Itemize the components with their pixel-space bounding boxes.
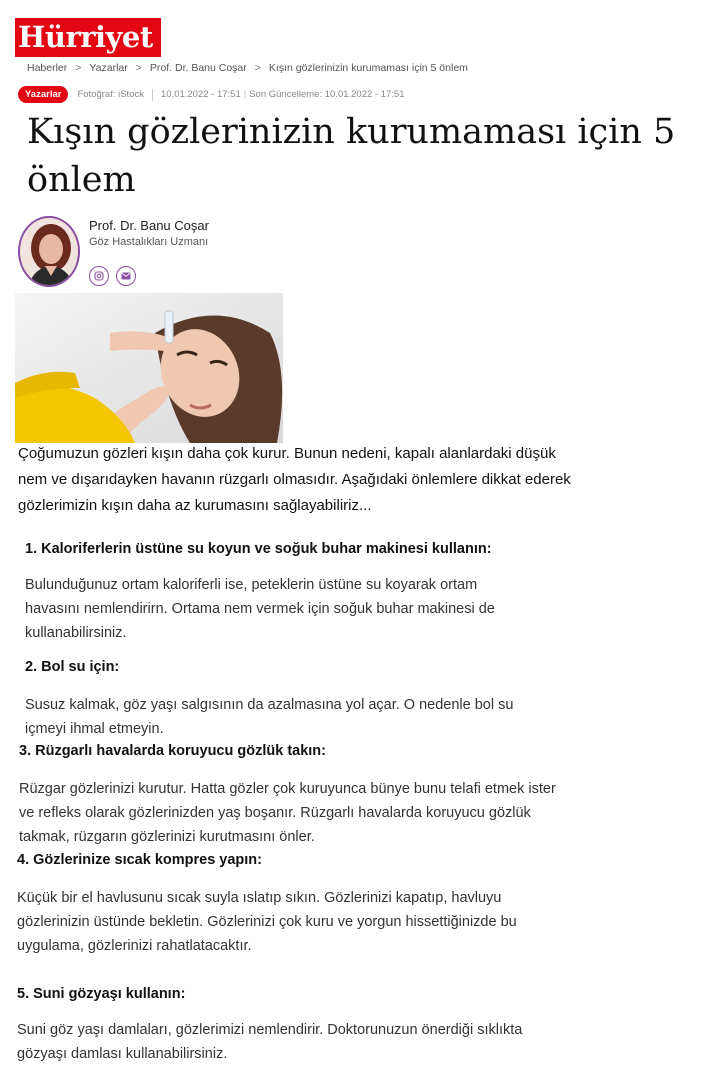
section-heading-1: 1. Kaloriferlerin üstüne su koyun ve soğuk buhar makinesi kullanın: [25, 541, 492, 557]
breadcrumb-item-current: Kışın gözlerinizin kurumaması için 5 önlem [268, 62, 468, 74]
meta-divider [152, 89, 153, 101]
hero-image [15, 293, 283, 443]
instagram-icon[interactable] [89, 266, 109, 286]
category-badge[interactable]: Yazarlar [18, 86, 68, 103]
section-body-3: Rüzgar gözlerinizi kurutur. Hatta gözler çok kuruyunca bünye bunu telafi etmek ister ve refleks olarak gözlerinizden yaş boşanır. Rüzgarlı havalarda koruyucu gözlük takmak, rüzgarın gözlerinizi kurutmasını önler. [19, 781, 556, 845]
section-body-1: Bulunduğunuz ortam kaloriferli ise, peteklerin üstüne su koyarak ortam havasını nemlendirirn. Ortama nem vermek için soğuk buhar makinesi de kullanabilirsiniz. [25, 577, 495, 641]
published-date: 10.01.2022 - 17:51 [160, 89, 241, 100]
site-logo[interactable]: Hürriyet [15, 18, 161, 57]
article-meta [18, 86, 405, 103]
section-heading-2: 2. Bol su için: [25, 659, 120, 675]
section-body-5: Suni göz yaşı damlaları, gözlerimizi nemlendirir. Doktorunuzun önerdiği sıklıkta gözyaşı damlası kullanabilirsiniz. [17, 1022, 523, 1062]
author-name[interactable]: Prof. Dr. Banu Coşar [89, 218, 209, 233]
photo-credit: Fotoğraf: iStock [77, 89, 144, 100]
meta-divider: | [243, 89, 247, 100]
breadcrumb-item-haberler[interactable]: Haberler [27, 62, 68, 74]
updated-date: Son Güncelleme: 10.01.2022 - 17:51 [249, 89, 405, 100]
mail-icon[interactable] [116, 266, 136, 286]
breadcrumb-separator: > [254, 62, 261, 74]
author-avatar[interactable] [18, 216, 80, 287]
section-heading-5: 5. Suni gözyaşı kullanın: [17, 986, 186, 1002]
section-heading-4: 4. Gözlerinize sıcak kompres yapın: [17, 852, 262, 868]
breadcrumb [27, 62, 468, 74]
article-intro: Çoğumuzun gözleri kışın daha çok kurur. Bunun nedeni, kapalı alanlardaki düşük nem ve dışarıdayken havanın rüzgarlı olmasıdır. Aşağıdaki önlemlere dikkat ederek gözlerimizin kışın daha az kurumasını sağlayabiliriz... [18, 445, 571, 514]
breadcrumb-separator: > [135, 62, 142, 74]
section-body-4: Küçük bir el havlusunu sıcak suyla ıslatıp sıkın. Gözlerinizi kapatıp, havluyu gözlerinizin üstünde bekletin. Gözlerinizi çok kuru ve yorgun hissettiğinizde bu uygulama, gözlerinizi rahatlatacaktır. [17, 890, 517, 954]
author-title: Göz Hastalıkları Uzmanı [89, 236, 209, 248]
section-heading-3: 3. Rüzgarlı havalarda koruyucu gözlük takın: [19, 743, 326, 759]
section-body-2: Susuz kalmak, göz yaşı salgısının da azalmasına yol açar. O nedenle bol su içmeyi ihmal etmeyin. [25, 697, 514, 737]
breadcrumb-item-author[interactable]: Prof. Dr. Banu Coşar [149, 62, 247, 74]
breadcrumb-separator: > [75, 62, 82, 74]
breadcrumb-item-yazarlar[interactable]: Yazarlar [89, 62, 128, 74]
article-title: Kışın gözlerinizin kurumaması için 5 önlem [27, 112, 676, 200]
